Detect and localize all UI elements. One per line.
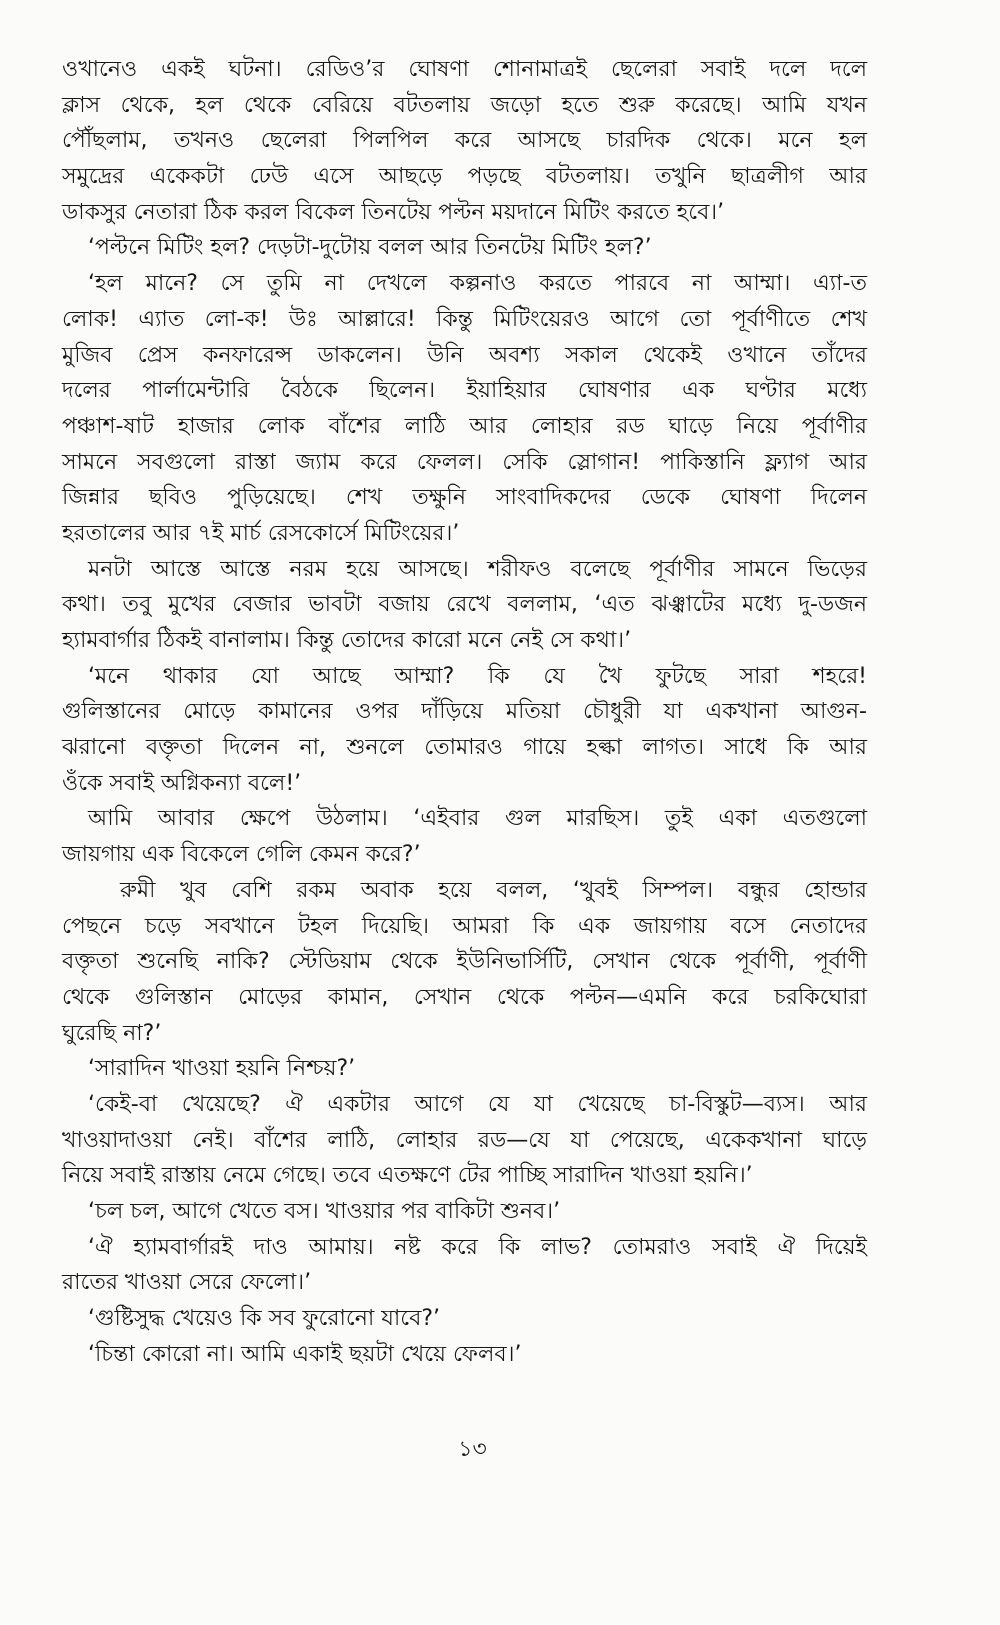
text-line: গুলিস্তানের মোড়ে কামানের ওপর দাঁড়িয়ে মতিয়া চৌধুরী যা একখানা আগুন- [62, 699, 867, 725]
text-line: ক্লাস থেকে, হল থেকে বেরিয়ে বটতলায় জড়ো হতে শুরু করেছে। আমি যখন [62, 92, 867, 118]
text-line: ওঁকে সবাই অগ্নিকন্যা বলে!’ [62, 770, 302, 796]
page-number: ১৩ [458, 1437, 487, 1462]
text-line: ‘পল্টনে মিটিং হল? দেড়টা-দুটোয় বলল আর তিনটেয় মিটিং হল?’ [88, 235, 652, 261]
text-line: পঞ্চাশ-ষাট হাজার লোক বাঁশের লাঠি আর লোহার রড ঘাড়ে নিয়ে পূর্বাণীর [62, 413, 867, 439]
text-line: ‘চল চল, আগে খেতে বস। খাওয়ার পর বাকিটা শুনব।’ [88, 1199, 561, 1224]
text-line: ‘সারাদিন খাওয়া হয়নি নিশ্চয়?’ [88, 1056, 356, 1082]
text-line: ‘চিন্তা কোরো না। আমি একাই ছয়টা খেয়ে ফেলব।’ [88, 1341, 522, 1367]
text-line: খাওয়াদাওয়া নেই। বাঁশের লাঠি, লোহার রড—যে যা পেয়েছে, একেকখানা ঘাড়ে [62, 1127, 867, 1153]
text-line: সমুদ্রের একেকটা ঢেউ এসে আছড়ে পড়ছে বটতলায়। তখুনি ছাত্রলীগ আর [62, 164, 867, 190]
text-line: লোক! এ্যাত লো-ক! উঃ আল্লারে! কিন্তু মিটিংয়েরও আগে তো পূর্বাণীতে শেখ [62, 306, 867, 332]
text-line: ঘুরেছি না?’ [62, 1020, 162, 1046]
text-line: ঝরানো বক্তৃতা দিলেন না, শুনলে তোমারও গায়ে হল্কা লাগত। সাধে কি আর [62, 735, 867, 761]
text-line: ‘গুষ্টিসুদ্ধ খেয়েও কি সব ফুরোনো যাবে?’ [88, 1306, 441, 1332]
text-line: আমি আবার ক্ষেপে উঠলাম। ‘এইবার গুল মারছিস। তুই একা এতগুলো [88, 806, 867, 832]
text-line: মনটা আস্তে আস্তে নরম হয়ে আসছে। শরীফও বলেছে পূর্বাণীর সামনে ভিড়ের [88, 556, 867, 582]
text-line: সামনে সবগুলো রাস্তা জ্যাম করে ফেলল। সেকি স্লোগান! পাকিস্তানি ফ্ল্যাগ আর [62, 449, 867, 475]
text-line: নিয়ে সবাই রাস্তায় নেমে গেছে। তবে এতক্ষণে টের পাচ্ছি সারাদিন খাওয়া হয়নি।’ [62, 1163, 753, 1189]
text-line: থেকে গুলিস্তান মোড়ের কামান, সেখান থেকে পল্টন—এমনি করে চরকিঘোরা [62, 984, 867, 1010]
text-line: রাতের খাওয়া সেরে ফেলো।’ [62, 1270, 312, 1296]
text-line: কথা। তবু মুখের বেজার ভাবটা বজায় রেখে বললাম, ‘এত ঝঞ্ঝাটের মধ্যে দু-ডজন [62, 592, 867, 618]
text-line: জায়গায় এক বিকেলে গেলি কেমন করে?’ [62, 842, 421, 868]
text-line: ওখানেও একই ঘটনা। রেডিও’র ঘোষণা শোনামাত্রই ছেলেরা সবাই দলে দলে [62, 57, 867, 82]
text-line: ‘কেই-বা খেয়েছে? ঐ একটার আগে যে যা খেয়েছে চা-বিস্কুট—ব্যস। আর [88, 1091, 867, 1117]
text-line: রুমী খুব বেশি রকম অবাক হয়ে বলল, ‘খুবই সিম্পল। বন্ধুর হোন্ডার [120, 877, 867, 903]
text-line: পেছনে চড়ে সবখানে টহল দিয়েছি। আমরা কি এক জায়গায় বসে নেতাদের [62, 913, 867, 939]
text-line: ‘হল মানে? সে তুমি না দেখলে কল্পনাও করতে পারবে না আম্মা। এ্যা-ত [88, 271, 867, 297]
text-line: ‘ঐ হ্যামবার্গারই দাও আমায়। নষ্ট করে কি লাভ? তোমরাও সবাই ঐ দিয়েই [88, 1234, 867, 1260]
text-line: মুজিব প্রেস কনফারেন্স ডাকলেন। উনি অবশ্য সকাল থেকেই ওখানে তাঁদের [62, 342, 867, 368]
text-line: হ্যামবার্গার ঠিকই বানালাম। কিন্তু তোদের কারো মনে নেই সে কথা।’ [62, 628, 632, 653]
text-line: বক্তৃতা শুনেছি নাকি? স্টেডিয়াম থেকে ইউনিভার্সিটি, সেখান থেকে পূর্বাণী, পূর্বাণী [62, 949, 867, 975]
text-line: দলের পার্লামেন্টারি বৈঠকে ছিলেন। ইয়াহিয়ার ঘোষণার এক ঘণ্টার মধ্যে [62, 378, 867, 404]
text-line: ‘মনে থাকার যো আছে আম্মা? কি যে খৈ ফুটছে সারা শহরে! [88, 663, 867, 689]
text-line: জিন্নার ছবিও পুড়িয়েছে। শেখ তক্ষুনি সাংবাদিকদের ডেকে ঘোষণা দিলেন [62, 485, 867, 511]
text-line: ডাকসুর নেতারা ঠিক করল বিকেল তিনটেয় পল্টন ময়দানে মিটিং করতে হবে।’ [62, 199, 725, 225]
text-line: হরতালের আর ৭ই মার্চ রেসকোর্সে মিটিংয়ের।’ [62, 520, 460, 546]
text-line: পৌঁছলাম, তখনও ছেলেরা পিলপিল করে আসছে চারদিক থেকে। মনে হল [62, 128, 867, 154]
body-text [62, 52, 867, 1372]
